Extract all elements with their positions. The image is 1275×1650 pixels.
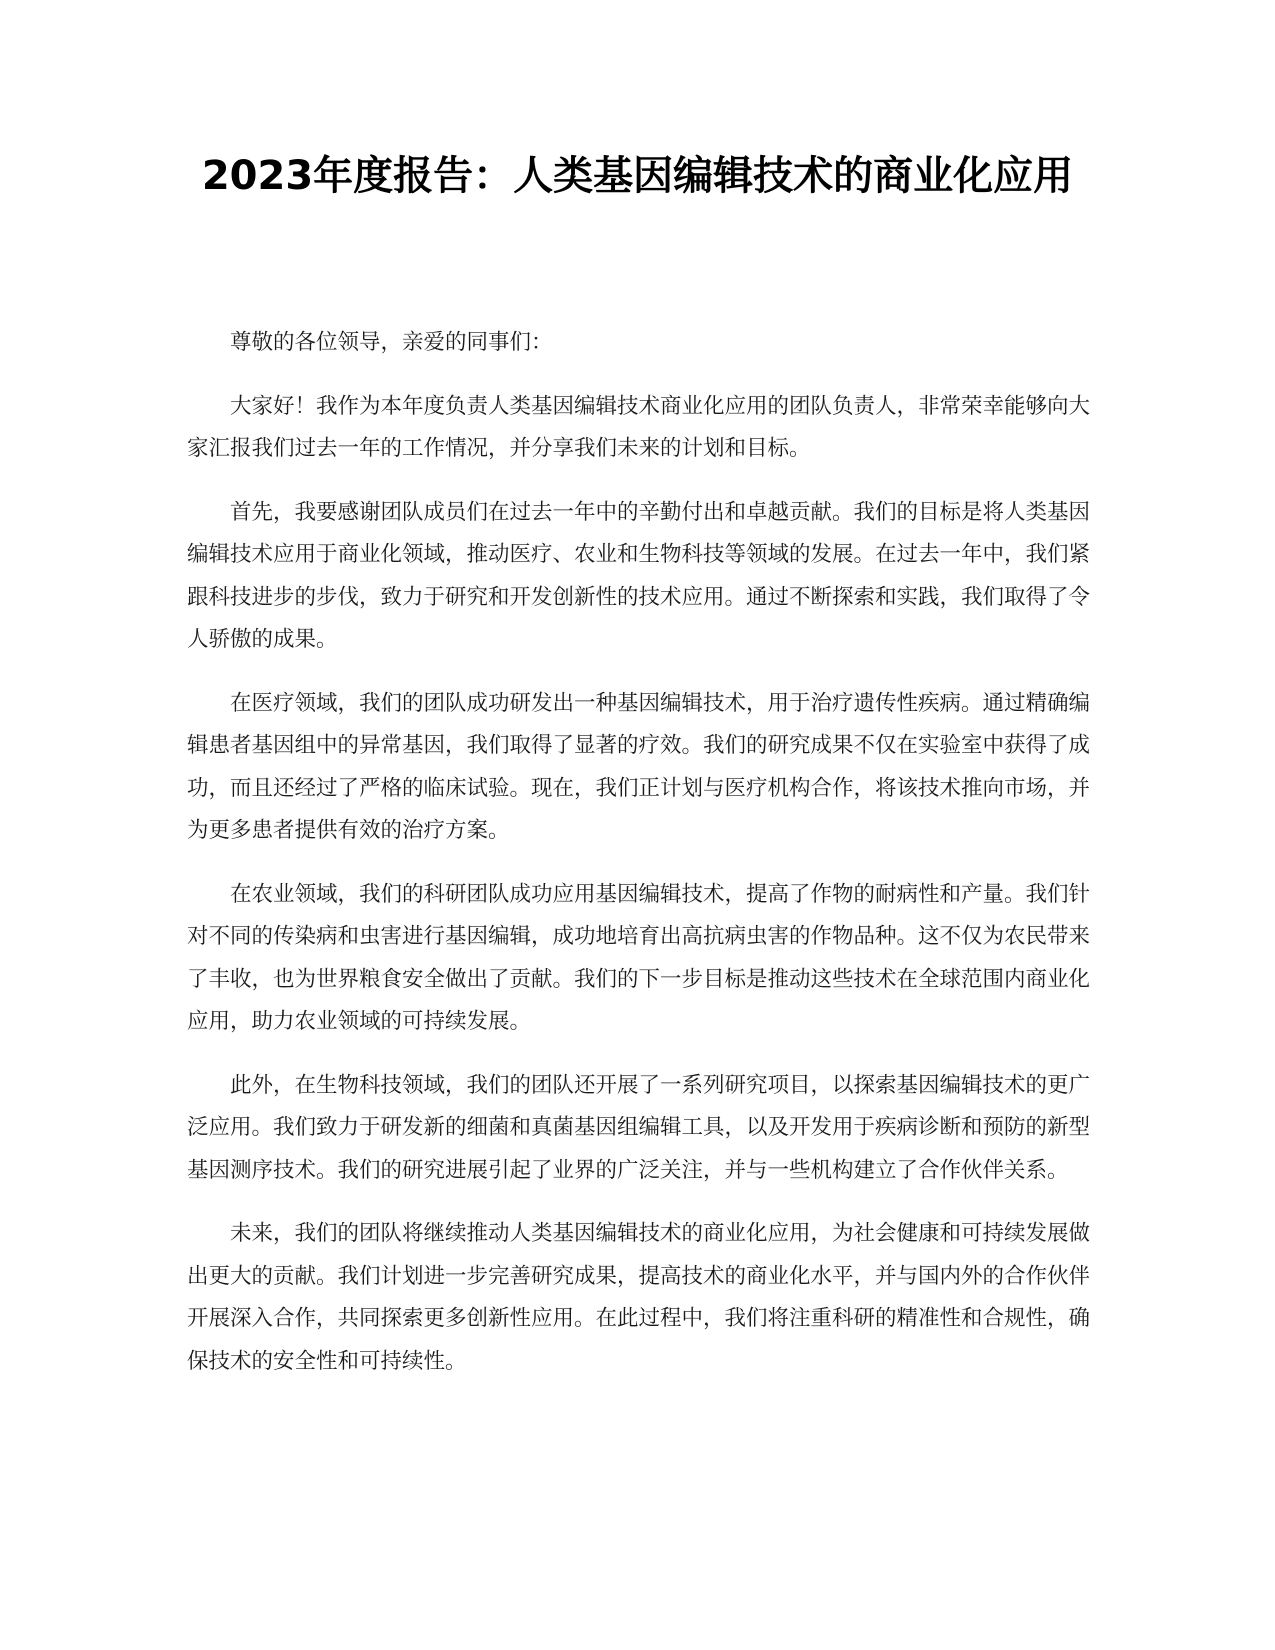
paragraph-thanks: 首先，我要感谢团队成员们在过去一年中的辛勤付出和卓越贡献。我们的目标是将人类基因编辑技术应用于商业化领域，推动医疗、农业和生物科技等领域的发展。在过去一年中，我们紧跟科技进步的步伐，致力于研究和开发创新性的技术应用。通过不断探索和实践，我们取得了令人骄傲的成果。 [187,499,1091,652]
paragraph-biotech: 此外，在生物科技领域，我们的团队还开展了一系列研究项目，以探索基因编辑技术的更广泛应用。我们致力于研发新的细菌和真菌基因组编辑工具，以及开发用于疾病诊断和预防的新型基因测序技术。我们的研究进展引起了业界的广泛关注，并与一些机构建立了合作伙伴关系。 [187,1072,1091,1183]
paragraph-agriculture: 在农业领域，我们的科研团队成功应用基因编辑技术，提高了作物的耐病性和产量。我们针对不同的传染病和虫害进行基因编辑，成功地培育出高抗病虫害的作物品种。这不仅为农民带来了丰收，也为世界粮食安全做出了贡献。我们的下一步目标是推动这些技术在全球范围内商业化应用，助力农业领域的可持续发展。 [187,881,1091,1034]
paragraph-introduction: 大家好！我作为本年度负责人类基因编辑技术商业化应用的团队负责人，非常荣幸能够向大家汇报我们过去一年的工作情况，并分享我们未来的计划和目标。 [187,393,1091,461]
document-title: 2023年度报告：人类基因编辑技术的商业化应用 [201,153,1074,199]
paragraph-greeting: 尊敬的各位领导，亲爱的同事们： [230,330,553,355]
document-body [187,322,1090,1404]
paragraph-medical: 在医疗领域，我们的团队成功研发出一种基因编辑技术，用于治疗遗传性疾病。通过精确编辑患者基因组中的异常基因，我们取得了显著的疗效。我们的研究成果不仅在实验室中获得了成功，而且还经过了严格的临床试验。现在，我们正计划与医疗机构合作，将该技术推向市场，并为更多患者提供有效的治疗方案。 [187,690,1091,843]
paragraph-future: 未来，我们的团队将继续推动人类基因编辑技术的商业化应用，为社会健康和可持续发展做出更大的贡献。我们计划进一步完善研究成果，提高技术的商业化水平，并与国内外的合作伙伴开展深入合作，共同探索更多创新性应用。在此过程中，我们将注重科研的精准性和合规性，确保技术的安全性和可持续性。 [187,1221,1091,1374]
